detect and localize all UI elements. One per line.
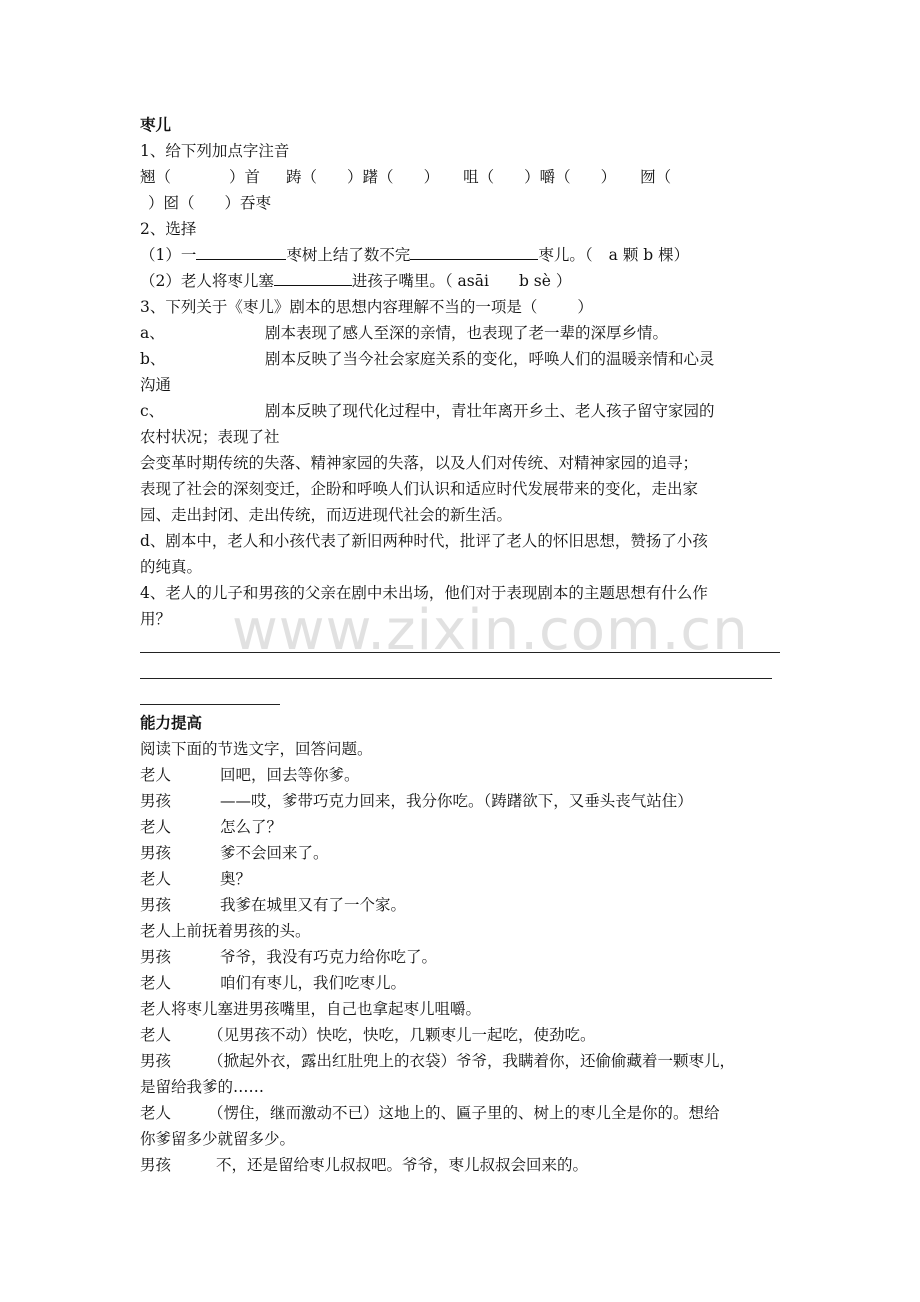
q1-word: ）囵（ — [148, 194, 195, 212]
q1-word: ） — [423, 168, 440, 186]
dialogue-line — [140, 944, 800, 970]
dialogue-line — [140, 970, 800, 996]
dialogue-line — [140, 1100, 800, 1126]
q1-word: 咀（ — [463, 168, 495, 186]
q3-option-b-cont: 沟通 — [140, 376, 172, 394]
answer-blank[interactable] — [196, 243, 286, 260]
dialogue-text: （愣住，继而激动不已）这地上的、匾子里的、树上的枣儿全是你的。想给 — [208, 1104, 720, 1122]
speaker-name: 男孩 — [140, 844, 172, 862]
q2-item2 — [140, 268, 800, 294]
dialogue-line — [140, 814, 800, 840]
speaker-name: 男孩 — [140, 896, 172, 914]
q1-word: ）躇（ — [347, 168, 394, 186]
q3-option-text: 剧本表现了感人至深的亲情，也表现了老一辈的深厚乡情。 — [265, 324, 669, 342]
q3-option-label: a、 — [140, 324, 165, 342]
dialogue-text: 回吧，回去等你爹。 — [220, 766, 360, 784]
q1-word: 踌（ — [286, 168, 318, 186]
q1-word: 囫（ — [640, 168, 672, 186]
dialogue-text: 不，还是留给枣儿叔叔吧。爷爷，枣儿叔叔会回来的。 — [216, 1156, 589, 1174]
dialogue-text: 奥？ — [220, 870, 252, 888]
dialogue-text: （掀起外衣，露出红肚兜上的衣袋）爷爷，我瞒着你，还偷偷藏着一颗枣儿， — [208, 1052, 736, 1070]
speaker-name: 男孩 — [140, 1156, 172, 1174]
speaker-name: 男孩 — [140, 1052, 172, 1070]
q3-option-text: 剧本反映了当今社会家庭关系的变化，呼唤人们的温暖亲情和心灵 — [265, 350, 715, 368]
q1-word: ）嚼（ — [524, 168, 571, 186]
q2-item1 — [140, 242, 800, 268]
dialogue-text: ——哎，爹带巧克力回来，我分你吃。（踌躇欲下，又垂头丧气站住） — [220, 792, 693, 810]
q3-option-text: 剧本反映了现代化过程中，青壮年离开乡土、老人孩子留守家园的 — [265, 402, 715, 420]
q1-word: 翘（ — [140, 168, 172, 186]
q3-option-label: b、 — [140, 350, 166, 368]
q2-item1-end: 枣儿。（ — [538, 246, 593, 264]
q3-option-c-cont: 园、走出封闭、走出传统，而迈进现代社会的新生活。 — [140, 506, 513, 524]
dialogue-line — [140, 788, 800, 814]
answer-line[interactable] — [140, 678, 772, 679]
dialogue-line — [140, 1022, 800, 1048]
q1-heading: 1、给下列加点字注音 — [140, 142, 290, 160]
dialogue-line — [140, 1048, 800, 1074]
q3-option-d-cont: 的纯真。 — [140, 558, 203, 576]
q3-heading — [140, 294, 800, 320]
section-intro: 阅读下面的节选文字，回答问题。 — [140, 740, 373, 758]
speaker-name: 老人 — [140, 974, 172, 992]
document-title: 枣儿 — [140, 116, 172, 134]
watermark: www.zixin.com.cn — [232, 598, 749, 663]
answer-blank[interactable] — [410, 243, 538, 260]
q3-heading-end: ） — [577, 298, 593, 316]
answer-blank[interactable] — [274, 269, 352, 286]
speaker-name: 老人 — [140, 870, 172, 888]
q1-row1 — [140, 164, 800, 190]
q3-option-a — [140, 320, 800, 346]
q4-question-cont: 用？ — [140, 610, 172, 628]
q3-option-b — [140, 346, 800, 372]
dialogue-text: 爷爷，我没有巧克力给你吃了。 — [220, 948, 438, 966]
answer-line[interactable] — [140, 704, 280, 705]
q1-word: ）首 — [229, 168, 261, 186]
dialogue-text: 咱们有枣儿，我们吃枣儿。 — [220, 974, 407, 992]
q2-item1-mid: 枣树上结了数不完 — [286, 246, 411, 264]
dialogue-line — [140, 762, 800, 788]
dialogue-line — [140, 840, 800, 866]
speaker-name: 老人 — [140, 1104, 172, 1122]
dialogue-line — [140, 1152, 800, 1178]
speaker-name: 老人 — [140, 1026, 172, 1044]
q3-option-label: c、 — [140, 402, 165, 420]
speaker-name: 老人 — [140, 818, 172, 836]
speaker-name: 男孩 — [140, 792, 172, 810]
q2-item2-prefix: （2）老人将枣儿塞 — [140, 272, 274, 290]
q3-option-c-cont: 农村状况；表现了社 — [140, 428, 280, 446]
q2-item1-options: a 颗 b 棵） — [608, 246, 690, 264]
dialogue-text: 怎么了？ — [220, 818, 283, 836]
q2-item2-end: 进孩子嘴里。（ asāi — [351, 272, 489, 290]
q3-option-c — [140, 398, 800, 424]
dialogue-text: 爹不会回来了。 — [220, 844, 329, 862]
dialogue-line-cont: 是留给我爹的…… — [140, 1078, 265, 1096]
q2-item2-options: b sè ） — [518, 272, 572, 290]
q1-word: ）吞枣 — [224, 194, 272, 212]
dialogue-line — [140, 892, 800, 918]
speaker-name: 老人 — [140, 766, 172, 784]
q3-option-d: d、剧本中，老人和小孩代表了新旧两种时代，批评了老人的怀旧思想，赞扬了小孩 — [140, 532, 708, 550]
stage-direction: 老人上前抚着男孩的头。 — [140, 922, 311, 940]
dialogue-text: （见男孩不动）快吃，快吃，几颗枣儿一起吃，使劲吃。 — [208, 1026, 596, 1044]
q3-option-c-cont: 会变革时期传统的失落、精神家园的失落，以及人们对传统、对精神家园的追寻； — [140, 454, 699, 472]
dialogue-line-cont: 你爹留多少就留多少。 — [140, 1130, 296, 1148]
dialogue-line — [140, 866, 800, 892]
q2-item1-prefix: （1）一 — [140, 246, 197, 264]
q1-word: ） — [600, 168, 617, 186]
q4-question: 4、老人的儿子和男孩的父亲在剧中未出场，他们对于表现剧本的主题思想有什么作 — [140, 584, 708, 602]
q1-row2 — [140, 190, 800, 216]
answer-line[interactable] — [140, 652, 780, 653]
q3-heading-text: 3、下列关于《枣儿》剧本的思想内容理解不当的一项是（ — [140, 298, 538, 316]
stage-direction: 老人将枣儿塞进男孩嘴里，自己也拿起枣儿咀嚼。 — [140, 1000, 482, 1018]
q2-heading: 2、选择 — [140, 220, 197, 238]
section-heading: 能力提高 — [140, 714, 203, 732]
speaker-name: 男孩 — [140, 948, 172, 966]
dialogue-text: 我爹在城里又有了一个家。 — [220, 896, 407, 914]
q3-option-c-cont: 表现了社会的深刻变迁，企盼和呼唤人们认识和适应时代发展带来的变化，走出家 — [140, 480, 699, 498]
